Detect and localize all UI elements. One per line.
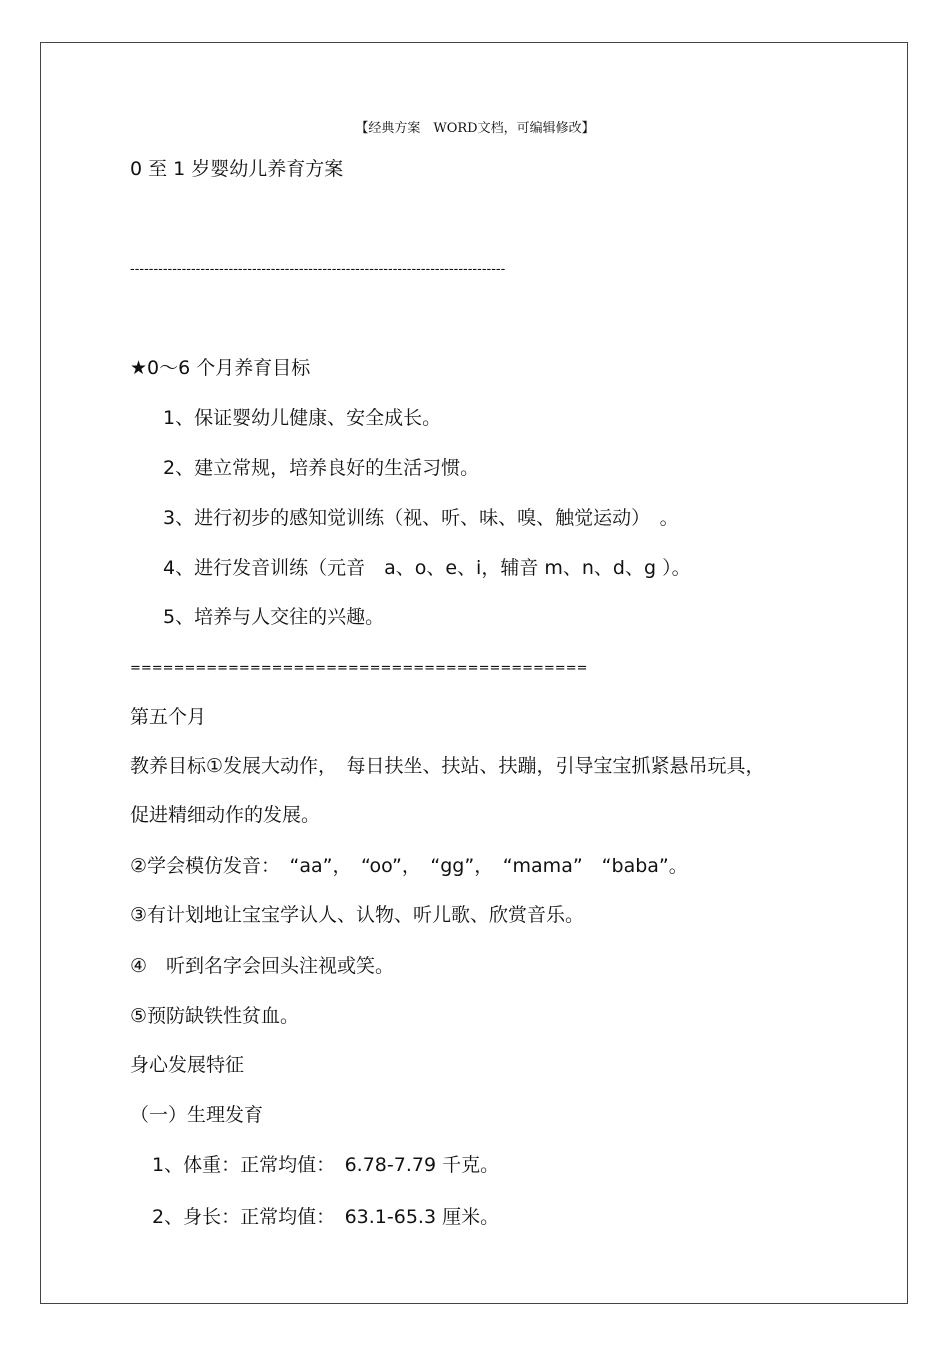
dashed-separator: -------------------------------------------------------------------------------- <box>130 262 506 277</box>
education-goal-line-1: 教养目标①发展大动作， 每日扶坐、扶站、扶蹦，引导宝宝抓紧悬吊玩具， <box>130 755 765 777</box>
goals-heading: ★0～6 个月养育目标 <box>130 357 311 379</box>
height-line: 2、身长：正常均值： 63.1-65.3 厘米。 <box>152 1206 500 1228</box>
weight-line: 1、体重：正常均值： 6.78-7.79 千克。 <box>152 1154 500 1176</box>
equals-separator: ========================================== <box>130 661 588 676</box>
education-goal-line-2: 促进精细动作的发展。 <box>130 804 321 826</box>
header-note: 【经典方案 WORD文档，可编辑修改】 <box>355 121 595 136</box>
development-heading: 身心发展特征 <box>130 1054 245 1076</box>
education-goal-2: ②学会模仿发音： “aa”， “oo”， “gg”， “mama” “baba”。 <box>130 855 688 877</box>
month-heading: 第五个月 <box>130 706 207 728</box>
goal-item: 4、进行发音训练（元音 a、o、e、i，辅音 m、n、d、g ）。 <box>163 557 691 579</box>
document-title: 0 至 1 岁婴幼儿养育方案 <box>130 158 344 180</box>
goal-item: 3、进行初步的感知觉训练（视、听、味、嗅、触觉运动） 。 <box>163 507 679 529</box>
physical-heading: （一）生理发育 <box>130 1104 264 1126</box>
goal-item: 5、培养与人交往的兴趣。 <box>163 606 385 628</box>
education-goal-3: ③有计划地让宝宝学认人、认物、听儿歌、欣赏音乐。 <box>130 904 585 926</box>
education-goal-5: ⑤预防缺铁性贫血。 <box>130 1005 300 1027</box>
goal-item: 2、建立常规，培养良好的生活习惯。 <box>163 457 480 479</box>
goal-item: 1、保证婴幼儿健康、安全成长。 <box>163 407 442 429</box>
education-goal-4: ④ 听到名字会回头注视或笑。 <box>130 955 395 977</box>
